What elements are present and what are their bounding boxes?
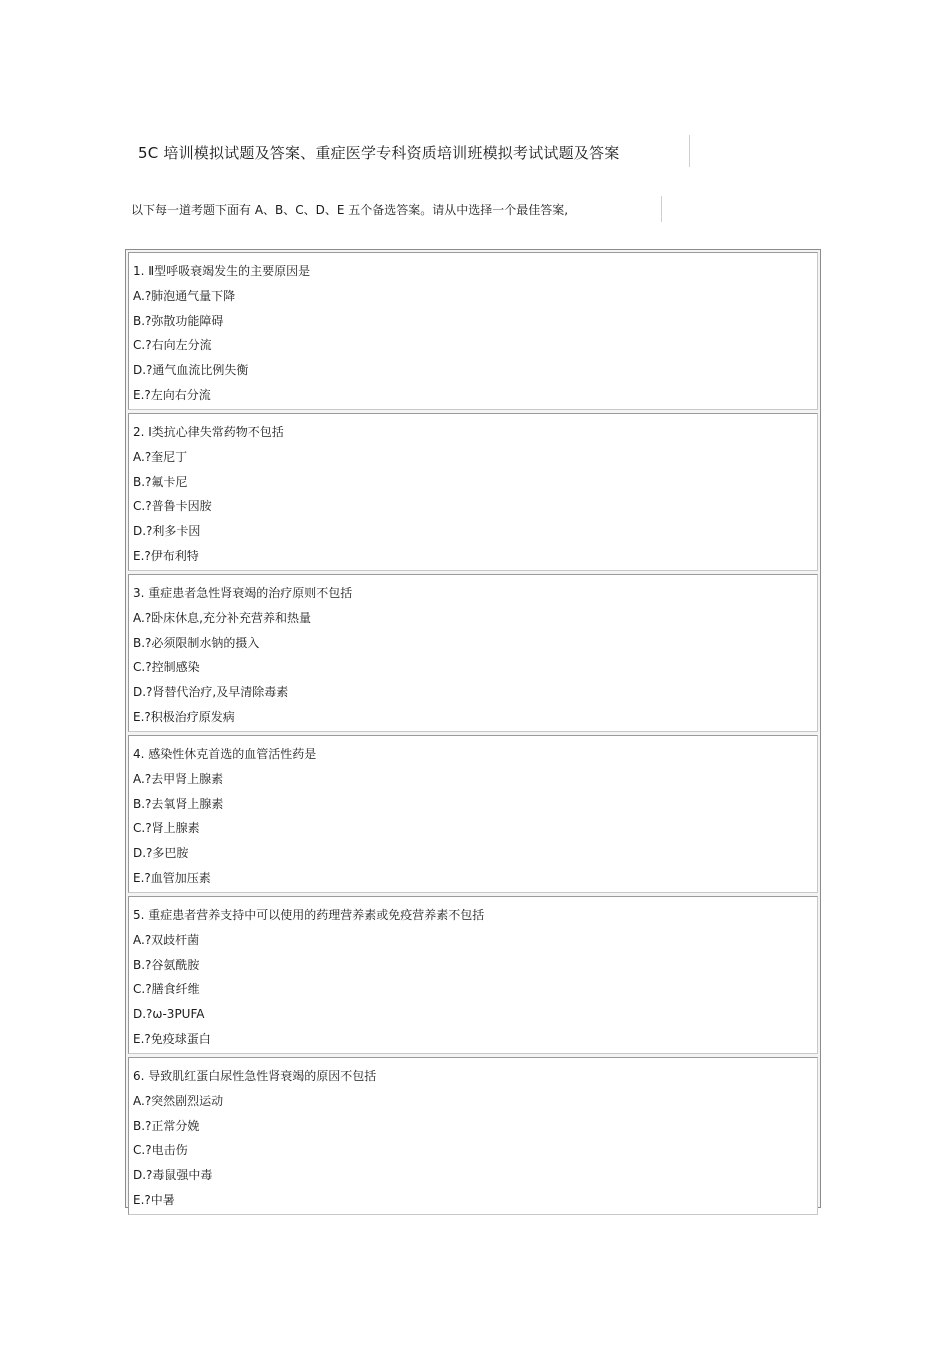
question-3 xyxy=(128,574,818,732)
option-e: E.?血管加压素 xyxy=(133,870,211,885)
option-a: A.?突然剧烈运动 xyxy=(133,1093,224,1108)
question-stem: 3. 重症患者急性肾衰竭的治疗原则不包括 xyxy=(133,586,353,600)
option-e: E.?免疫球蛋白 xyxy=(133,1031,211,1046)
option-d: D.?利多卡因 xyxy=(133,524,201,539)
option-e: E.?积极治疗原发病 xyxy=(133,709,235,724)
questions-table xyxy=(125,249,821,1208)
option-a: A.?肺泡通气量下降 xyxy=(133,288,236,303)
option-a: A.?奎尼丁 xyxy=(133,449,188,464)
option-b: B.?必须限制水钠的摄入 xyxy=(133,635,260,650)
option-d: D.?ω-3PUFA xyxy=(133,1007,205,1022)
option-b: B.?去氧肾上腺素 xyxy=(133,796,224,811)
question-6 xyxy=(128,1057,818,1215)
option-a: A.?双歧杆菌 xyxy=(133,932,200,947)
option-a: A.?卧床休息,充分补充营养和热量 xyxy=(133,610,311,625)
question-stem: 4. 感染性休克首选的血管活性药是 xyxy=(133,747,317,761)
option-c: C.?普鲁卡因胺 xyxy=(133,499,212,514)
option-b: B.?谷氨酰胺 xyxy=(133,957,200,972)
option-b: B.?弥散功能障碍 xyxy=(133,313,224,328)
option-a: A.?去甲肾上腺素 xyxy=(133,771,224,786)
option-e: E.?左向右分流 xyxy=(133,387,211,402)
question-4 xyxy=(128,735,818,893)
option-e: E.?中暑 xyxy=(133,1192,175,1207)
question-5 xyxy=(128,896,818,1054)
question-stem: 6. 导致肌红蛋白尿性急性肾衰竭的原因不包括 xyxy=(133,1069,377,1083)
option-c: C.?膳食纤维 xyxy=(133,982,200,997)
option-d: D.?通气血流比例失衡 xyxy=(133,363,249,378)
question-stem: 2. Ⅰ类抗心律失常药物不包括 xyxy=(133,425,284,439)
option-b: B.?正常分娩 xyxy=(133,1118,200,1133)
option-d: D.?肾替代治疗,及早清除毒素 xyxy=(133,685,289,700)
instructions-text: 以下每一道考题下面有 A、B、C、D、E 五个备选答案。请从中选择一个最佳答案, xyxy=(131,203,569,217)
option-c: C.?控制感染 xyxy=(133,660,200,675)
question-2 xyxy=(128,413,818,571)
option-c: C.?右向左分流 xyxy=(133,338,212,353)
page-title: 5C 培训模拟试题及答案、重症医学专科资质培训班模拟考试试题及答案 xyxy=(138,144,620,162)
option-c: C.?肾上腺素 xyxy=(133,821,200,836)
question-1 xyxy=(128,252,818,410)
question-stem: 1. Ⅱ型呼吸衰竭发生的主要原因是 xyxy=(133,264,311,278)
instructions-divider xyxy=(661,196,662,222)
option-d: D.?毒鼠强中毒 xyxy=(133,1168,213,1183)
option-c: C.?电击伤 xyxy=(133,1143,188,1158)
option-b: B.?氟卡尼 xyxy=(133,474,188,489)
title-divider xyxy=(689,135,690,167)
option-e: E.?伊布利特 xyxy=(133,548,199,563)
question-stem: 5. 重症患者营养支持中可以使用的药理营养素或免疫营养素不包括 xyxy=(133,908,485,922)
option-d: D.?多巴胺 xyxy=(133,846,189,861)
